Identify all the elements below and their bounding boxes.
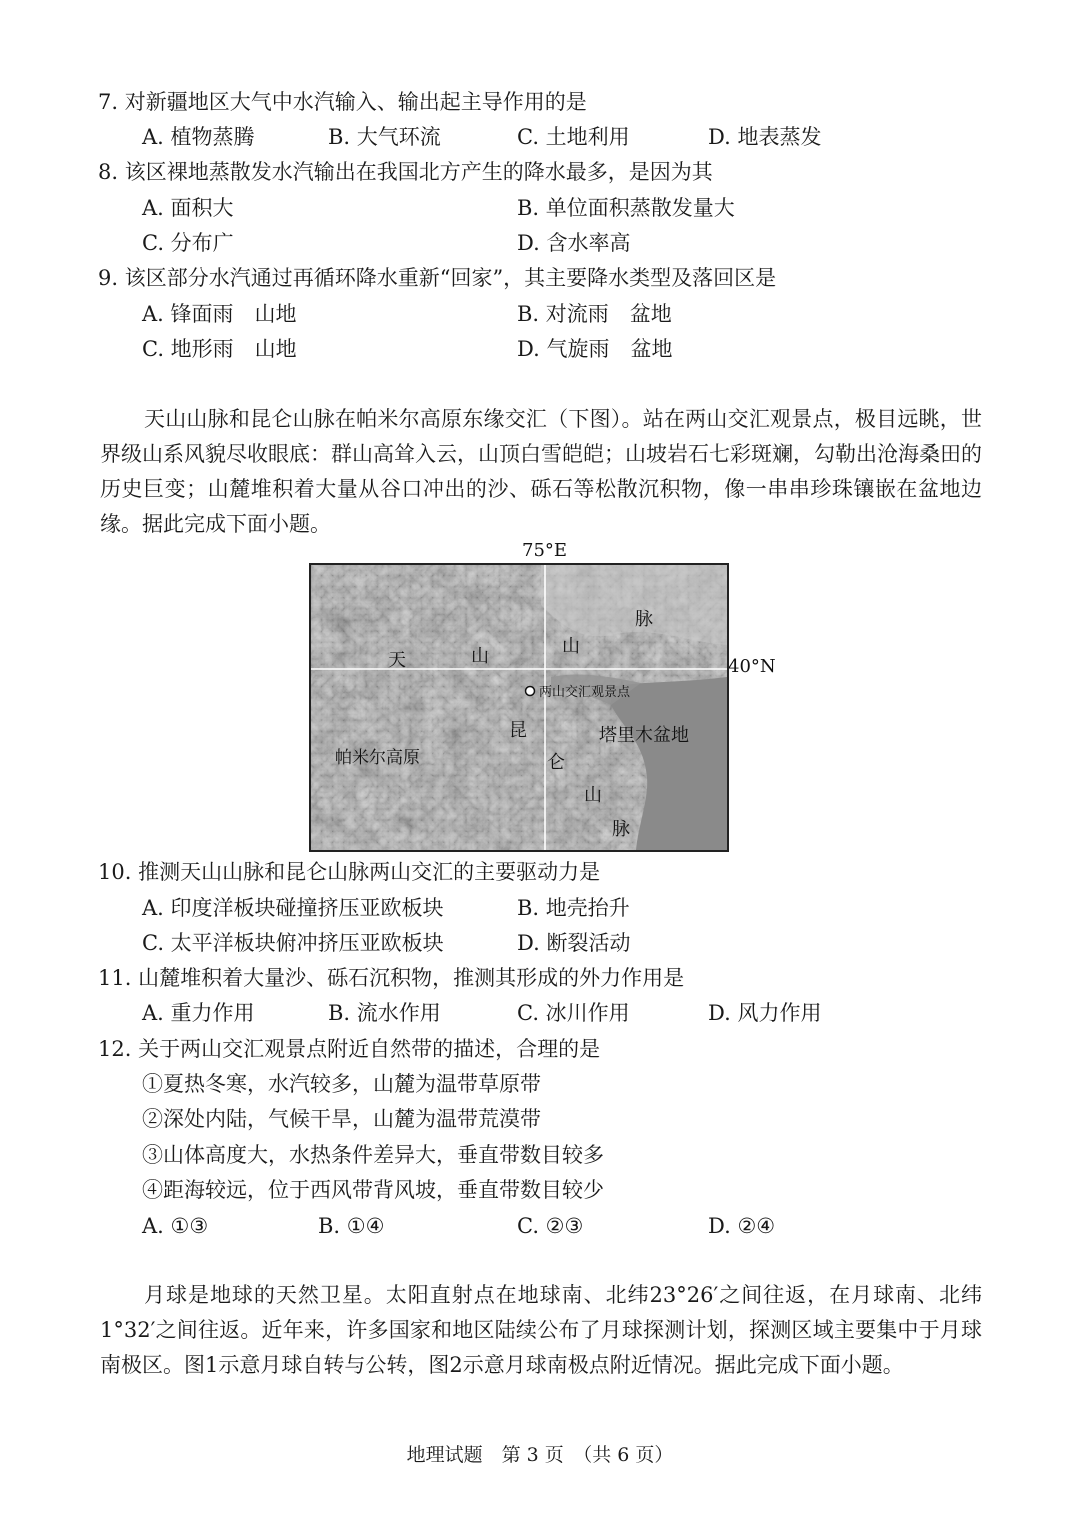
q12-statement-1: ①夏热冬寒，水汽较多，山麓为温带草原带 xyxy=(142,1072,541,1096)
kunlun-char-4: 脉 xyxy=(612,819,630,840)
latitude-label: 40°N xyxy=(728,656,776,677)
q11-option-c: C. 冰川作用 xyxy=(517,1001,630,1025)
q12-statement-4: ④距海较远，位于西风带背风坡，垂直带数目较少 xyxy=(142,1178,604,1202)
q7-option-a: A. 植物蒸腾 xyxy=(142,125,255,149)
tianshan-char-2: 山 xyxy=(471,646,489,667)
page-footer: 地理试题 第 3 页 （共 6 页） xyxy=(406,1444,674,1466)
q8-option-d: D. 含水率高 xyxy=(517,231,631,255)
tianshan-char-1: 天 xyxy=(388,650,406,671)
q12-option-a: A. ①③ xyxy=(142,1214,209,1238)
viewpoint-marker xyxy=(526,687,535,696)
q11-option-d: D. 风力作用 xyxy=(708,1001,822,1025)
q12-option-d: D. ②④ xyxy=(708,1214,776,1238)
kunlun-char-3: 山 xyxy=(584,785,602,806)
passage-2-text: 月球是地球的天然卫星。太阳直射点在地球南、北纬23°26′之间往返，在月球南、北纬1°32′之间往返。近年来，许多国家和地区陆续公布了月球探测计划，探测区域主要集中于月球南极区。图1示意月球自转与公转，图2示意月球南极点附近情况。据此完成下面小题。 xyxy=(100,1283,982,1377)
q8-option-a: A. 面积大 xyxy=(142,196,234,220)
q11-stem: 11. 山麓堆积着大量沙、砾石沉积物，推测其形成的外力作用是 xyxy=(98,966,685,990)
q7-option-d: D. 地表蒸发 xyxy=(708,125,822,149)
q8-option-c: C. 分布广 xyxy=(142,231,234,255)
q11-option-b: B. 流水作用 xyxy=(328,1001,441,1025)
q7-option-c: C. 土地利用 xyxy=(517,125,630,149)
q9-option-a: A. 锋面雨 山地 xyxy=(142,302,297,326)
q8-option-b: B. 单位面积蒸散发量大 xyxy=(517,196,735,220)
passage-moon xyxy=(100,1278,982,1383)
viewpoint-label: 两山交汇观景点 xyxy=(539,685,631,700)
kunlun-char-2: 仑 xyxy=(547,752,565,773)
q10-option-b: B. 地壳抬升 xyxy=(517,896,630,920)
q10-stem: 10. 推测天山山脉和昆仑山脉两山交汇的主要驱动力是 xyxy=(98,860,601,884)
terrain-map xyxy=(309,563,729,852)
q12-option-b: B. ①④ xyxy=(318,1214,385,1238)
q7-option-b: B. 大气环流 xyxy=(328,125,441,149)
q12-option-c: C. ②③ xyxy=(517,1214,584,1238)
q10-option-a: A. 印度洋板块碰撞挤压亚欧板块 xyxy=(142,896,444,920)
q9-option-c: C. 地形雨 山地 xyxy=(142,337,297,361)
kunlun-char-1: 昆 xyxy=(509,720,527,741)
q10-option-d: D. 断裂活动 xyxy=(517,931,631,955)
q9-option-d: D. 气旋雨 盆地 xyxy=(517,337,673,361)
terrain-map-svg xyxy=(311,565,727,850)
q8-stem: 8. 该区裸地蒸散发水汽输出在我国北方产生的降水最多，是因为其 xyxy=(98,160,713,184)
q10-option-c: C. 太平洋板块俯冲挤压亚欧板块 xyxy=(142,931,444,955)
q12-statement-2: ②深处内陆，气候干旱，山麓为温带荒漠带 xyxy=(142,1107,541,1131)
q7-stem: 7. 对新疆地区大气中水汽输入、输出起主导作用的是 xyxy=(98,90,587,114)
q12-stem: 12. 关于两山交汇观景点附近自然带的描述，合理的是 xyxy=(98,1037,601,1061)
longitude-label: 75°E xyxy=(522,540,568,561)
passage-1-text: 天山山脉和昆仑山脉在帕米尔高原东缘交汇（下图）。站在两山交汇观景点，极目远眺，世界级山系风貌尽收眼底：群山高耸入云，山顶白雪皑皑；山坡岩石七彩斑斓，勾勒出沧海桑田的历史巨变；山麓堆积着大量从谷口冲出的沙、砾石等松散沉积物，像一串串珍珠镶嵌在盆地边缘。据此完成下面小题。 xyxy=(100,407,982,536)
tianshan-char-4: 脉 xyxy=(635,609,653,630)
q12-statement-3: ③山体高度大，水热条件差异大，垂直带数目较多 xyxy=(142,1143,604,1167)
tarim-basin-label: 塔里木盆地 xyxy=(599,725,689,746)
q9-stem: 9. 该区部分水汽通过再循环降水重新“回家”，其主要降水类型及落回区是 xyxy=(98,266,777,290)
pamir-plateau-label: 帕米尔高原 xyxy=(335,748,420,768)
q9-option-b: B. 对流雨 盆地 xyxy=(517,302,672,326)
passage-tianshan-kunlun xyxy=(100,402,982,542)
q11-option-a: A. 重力作用 xyxy=(142,1001,255,1025)
tianshan-char-3: 山 xyxy=(562,636,580,657)
